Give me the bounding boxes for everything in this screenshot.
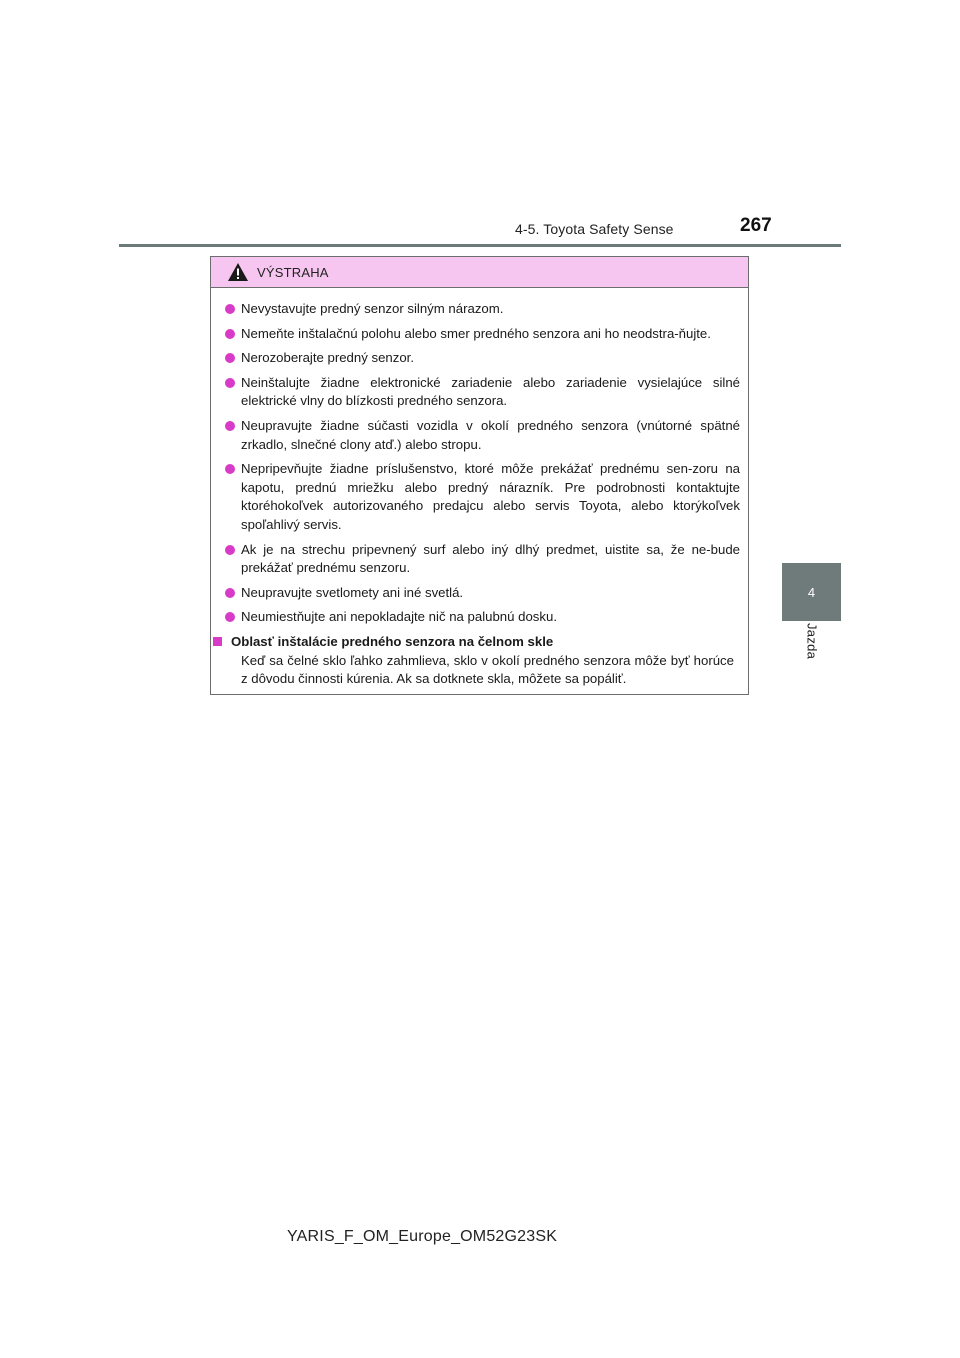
warning-item bbox=[221, 374, 740, 411]
section-title: 4-5. Toyota Safety Sense bbox=[515, 221, 674, 237]
bullet-icon bbox=[225, 304, 235, 314]
warning-item-text: Nepripevňujte žiadne príslušenstvo, ktoré môže prekážať prednému sen-zoru na kapotu, prednú mriežku alebo predný nárazník. Pre podrobnosti kontaktujte ktoréhokoľvek autorizovaného predajcu alebo servis Toyota, alebo ktorýkoľvek spoľahlivý servis. bbox=[241, 461, 740, 532]
warning-item bbox=[221, 325, 740, 344]
chapter-number: 4 bbox=[807, 584, 816, 600]
warning-item-text: Nevystavujte predný senzor silným nárazom. bbox=[241, 301, 504, 316]
warning-item-text: Neinštalujte žiadne elektronické zariadenie alebo zariadenie vysielajúce silné elektrické vlny do blízkosti predného senzora. bbox=[241, 374, 740, 409]
section-heading: Oblasť inštalácie predného senzora na čelnom skle bbox=[231, 633, 554, 649]
warning-item-text: Neumiestňujte ani nepokladajte nič na palubnú dosku. bbox=[241, 609, 557, 625]
bullet-icon bbox=[225, 612, 235, 622]
warning-item bbox=[221, 349, 740, 368]
warning-item bbox=[221, 584, 740, 603]
section-text: Keď sa čelné sklo ľahko zahmlieva, sklo v okolí predného senzora môže byť horúce z dôvodu činnosti kúrenia. Ak sa dotknete skla, môžete sa popáliť. bbox=[241, 652, 734, 687]
bullet-icon bbox=[225, 464, 235, 474]
warning-section bbox=[211, 633, 740, 689]
bullet-icon bbox=[225, 378, 235, 388]
chapter-title bbox=[788, 623, 836, 683]
warning-item bbox=[221, 541, 740, 578]
chapter-tab bbox=[782, 563, 841, 621]
warning-triangle-icon bbox=[227, 262, 249, 282]
warning-item-text: Ak je na strechu pripevnený surf alebo iný dlhý predmet, uistite sa, že ne-bude prekážať prednému senzoru. bbox=[241, 541, 740, 576]
bullet-icon bbox=[225, 545, 235, 555]
bullet-icon bbox=[225, 353, 235, 363]
warning-item-text: Nerozoberajte predný senzor. bbox=[241, 350, 415, 366]
warning-item bbox=[221, 608, 740, 627]
warning-box bbox=[210, 256, 749, 695]
warning-item bbox=[221, 417, 740, 454]
warning-body bbox=[211, 288, 748, 689]
chapter-title-label: Jazda bbox=[804, 623, 820, 660]
bullet-icon bbox=[225, 588, 235, 598]
warning-header bbox=[211, 257, 748, 288]
section-square-icon bbox=[213, 637, 222, 646]
warning-item-text: Neupravujte svetlomety ani iné svetlá. bbox=[241, 584, 464, 600]
bullet-icon bbox=[225, 329, 235, 339]
document-id: YARIS_F_OM_Europe_OM52G23SK bbox=[287, 1228, 558, 1245]
warning-item-text: Nemeňte inštalačnú polohu alebo smer predného senzora ani ho neodstra-ňujte. bbox=[241, 325, 711, 341]
page-number: 267 bbox=[740, 215, 772, 236]
warning-title: VÝSTRAHA bbox=[257, 264, 329, 280]
warning-item bbox=[221, 300, 740, 319]
warning-item bbox=[221, 460, 740, 534]
warning-item-text: Neupravujte žiadne súčasti vozidla v okolí predného senzora (vnútorné spätné zrkadlo, slnečné clony atď.) alebo stropu. bbox=[241, 417, 740, 452]
bullet-icon bbox=[225, 421, 235, 431]
header-divider bbox=[119, 244, 841, 247]
